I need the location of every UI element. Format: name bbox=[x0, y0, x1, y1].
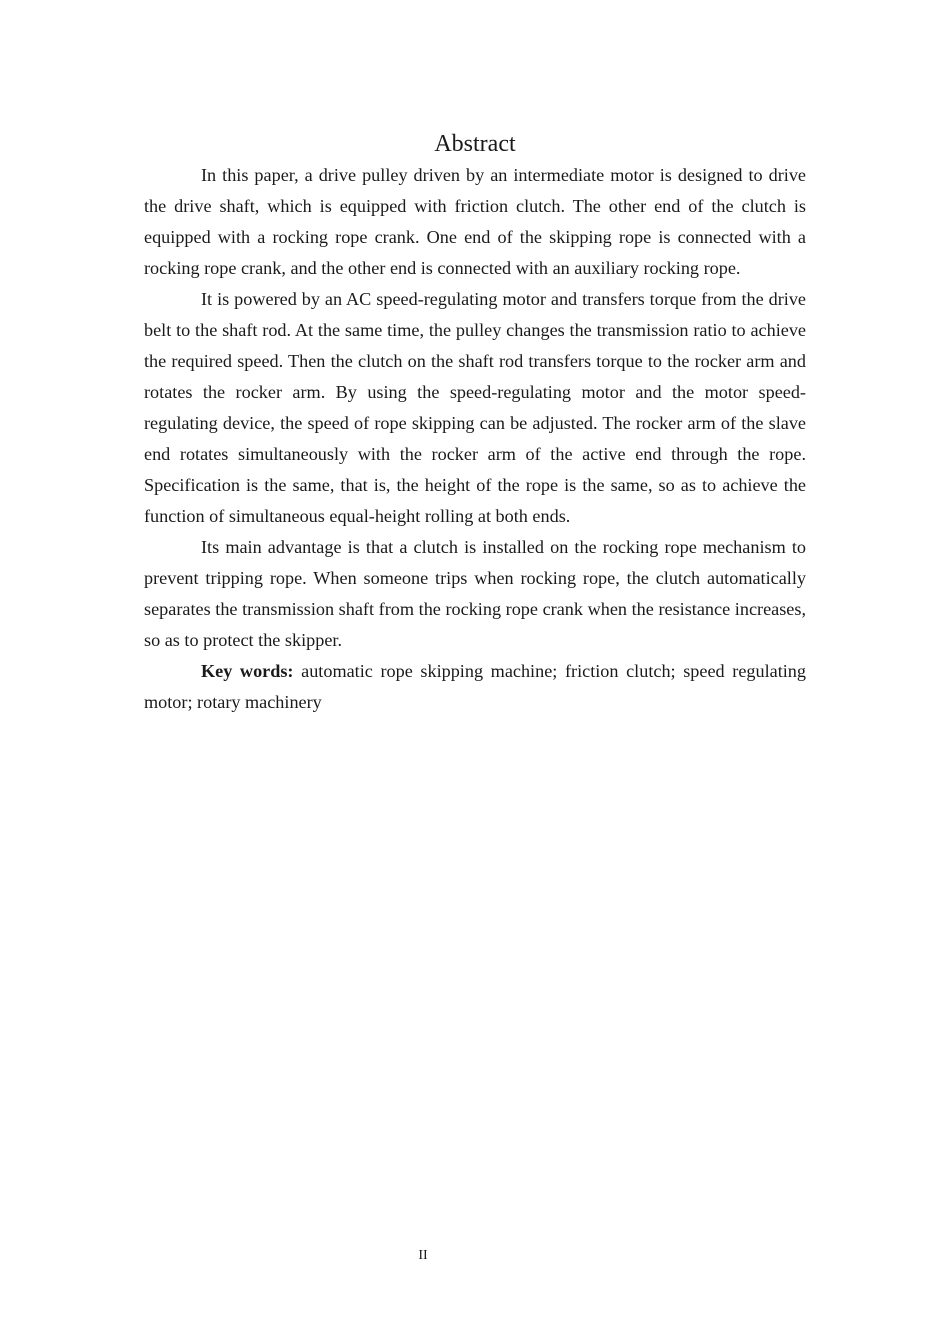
page-number: II bbox=[418, 1248, 428, 1263]
abstract-title: Abstract bbox=[434, 131, 516, 157]
abstract-section bbox=[144, 128, 806, 718]
keywords-text: automatic rope skipping machine; friction clutch; speed regulating motor; rotary machinery bbox=[144, 661, 806, 712]
abstract-paragraph-2: It is powered by an AC speed-regulating motor and transfers torque from the drive belt to the shaft rod. At the same time, the pulley changes the transmission ratio to achieve the required speed. Then the clutch on the shaft rod transfers torque to the rocker arm and rotates the rocker arm. By using the speed-regulating motor and the motor speed-regulating device, the speed of rope skipping can be adjusted. The rocker arm of the slave end rotates simultaneously with the rocker arm of the active end through the rope. Specification is the same, that is, the height of the rope is the same, so as to achieve the function of simultaneous equal-height rolling at both ends. bbox=[144, 289, 806, 526]
abstract-paragraph-3: Its main advantage is that a clutch is installed on the rocking rope mechanism to prevent tripping rope. When someone trips when rocking rope, the clutch automatically separates the transmission shaft from the rocking rope crank when the resistance increases, so as to protect the skipper. bbox=[144, 537, 806, 650]
keywords-label: Key words: bbox=[201, 661, 294, 681]
abstract-paragraph-1: In this paper, a drive pulley driven by an intermediate motor is designed to drive the drive shaft, which is equipped with friction clutch. The other end of the clutch is equipped with a rocking rope crank. One end of the skipping rope is connected with a rocking rope crank, and the other end is connected with an auxiliary rocking rope. bbox=[144, 165, 806, 278]
keywords-paragraph bbox=[144, 656, 806, 718]
